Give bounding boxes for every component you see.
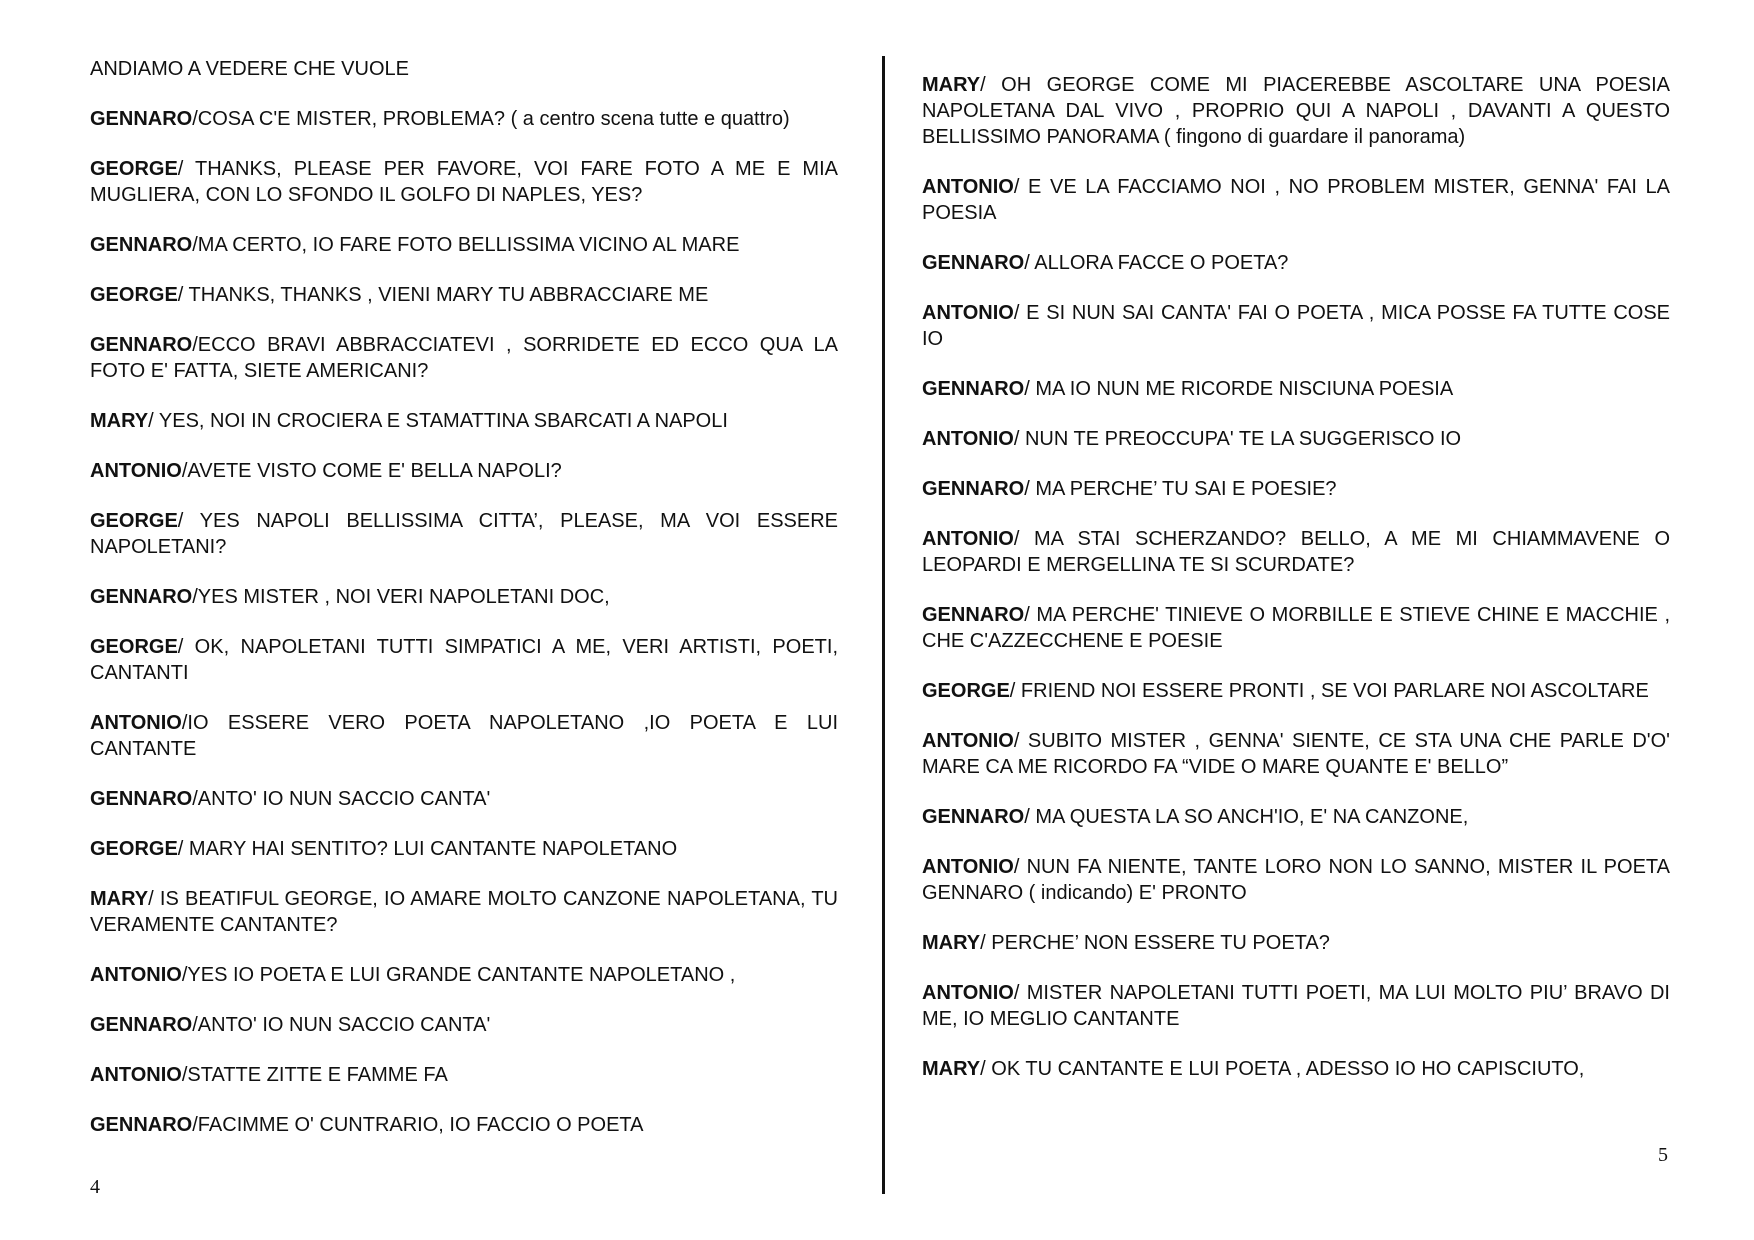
script-line: GENNARO/YES MISTER , NOI VERI NAPOLETANI DOC, xyxy=(90,586,610,608)
script-line: GENNARO/ANTO' IO NUN SACCIO CANTA' xyxy=(90,788,491,810)
speaker-name: GENNARO xyxy=(90,1014,193,1036)
script-line: MARY/ IS BEATIFUL GEORGE, IO AMARE MOLTO CANZONE NAPOLETANA, TU VERAMENTE CANTANTE? xyxy=(90,888,838,936)
speaker-name: GENNARO xyxy=(90,788,193,810)
speaker-name: GENNARO xyxy=(922,478,1025,500)
speaker-name: ANTONIO xyxy=(922,176,1014,198)
script-line: ANTONIO/ NUN TE PREOCCUPA' TE LA SUGGERISCO IO xyxy=(922,428,1462,450)
speaker-name: GENNARO xyxy=(922,806,1025,828)
speaker-name: GENNARO xyxy=(90,334,193,356)
speaker-name: GEORGE xyxy=(90,510,178,532)
speaker-name: MARY xyxy=(90,888,149,910)
right-page-text xyxy=(922,72,1670,1106)
script-line: GENNARO/ MA PERCHE' TINIEVE O MORBILLE E STIEVE CHINE E MACCHIE , CHE C'AZZECCHENE E POESIE xyxy=(922,604,1670,652)
script-line: ANDIAMO A VEDERE CHE VUOLE xyxy=(90,58,409,80)
script-line: GEORGE/ MARY HAI SENTITO? LUI CANTANTE NAPOLETANO xyxy=(90,838,678,860)
speaker-name: ANTONIO xyxy=(922,302,1014,324)
speaker-name: ANTONIO xyxy=(922,982,1014,1004)
speaker-name: GEORGE xyxy=(90,838,178,860)
script-line: ANTONIO/ E VE LA FACCIAMO NOI , NO PROBLEM MISTER, GENNA' FAI LA POESIA xyxy=(922,176,1670,224)
speaker-name: GENNARO xyxy=(90,586,193,608)
script-line: GENNARO/ECCO BRAVI ABBRACCIATEVI , SORRIDETE ED ECCO QUA LA FOTO E' FATTA, SIETE AMERICANI? xyxy=(90,334,838,382)
script-line: GENNARO/MA CERTO, IO FARE FOTO BELLISSIMA VICINO AL MARE xyxy=(90,234,740,256)
left-page-text xyxy=(90,56,838,1162)
script-line: GENNARO/ MA IO NUN ME RICORDE NISCIUNA POESIA xyxy=(922,378,1454,400)
page-number-left: 4 xyxy=(90,1176,100,1198)
speaker-name: GEORGE xyxy=(90,284,178,306)
script-line: ANTONIO/ E SI NUN SAI CANTA' FAI O POETA , MICA POSSE FA TUTTE COSE IO xyxy=(922,302,1670,350)
page-number-right: 5 xyxy=(1658,1144,1668,1166)
page-divider xyxy=(882,56,885,1194)
script-line: ANTONIO/IO ESSERE VERO POETA NAPOLETANO ,IO POETA E LUI CANTANTE xyxy=(90,712,838,760)
speaker-name: ANTONIO xyxy=(922,856,1014,878)
speaker-name: ANTONIO xyxy=(90,460,182,482)
script-line: ANTONIO/YES IO POETA E LUI GRANDE CANTANTE NAPOLETANO , xyxy=(90,964,736,986)
speaker-name: ANTONIO xyxy=(922,730,1014,752)
speaker-name: GENNARO xyxy=(922,604,1025,626)
speaker-name: GENNARO xyxy=(90,1114,193,1136)
speaker-name: GEORGE xyxy=(922,680,1010,702)
script-line: GEORGE/ OK, NAPOLETANI TUTTI SIMPATICI A ME, VERI ARTISTI, POETI, CANTANTI xyxy=(90,636,838,684)
script-line: GENNARO/ANTO' IO NUN SACCIO CANTA' xyxy=(90,1014,491,1036)
speaker-name: ANTONIO xyxy=(90,712,182,734)
speaker-name: MARY xyxy=(922,932,981,954)
script-line: ANTONIO/ MA STAI SCHERZANDO? BELLO, A ME MI CHIAMMAVENE O LEOPARDI E MERGELLINA TE SI SCURDATE? xyxy=(922,528,1670,576)
script-line: ANTONIO/AVETE VISTO COME E' BELLA NAPOLI? xyxy=(90,460,562,482)
script-line: GEORGE/ THANKS, THANKS , VIENI MARY TU ABBRACCIARE ME xyxy=(90,284,709,306)
speaker-name: MARY xyxy=(922,74,981,96)
script-line: GENNARO/ MA QUESTA LA SO ANCH'IO, E' NA CANZONE, xyxy=(922,806,1469,828)
speaker-name: MARY xyxy=(922,1058,981,1080)
speaker-name: MARY xyxy=(90,410,149,432)
script-line: ANTONIO/ NUN FA NIENTE, TANTE LORO NON LO SANNO, MISTER IL POETA GENNARO ( indicando) E' PRONTO xyxy=(922,856,1670,904)
script-line: MARY/ PERCHE’ NON ESSERE TU POETA? xyxy=(922,932,1330,954)
speaker-name: ANTONIO xyxy=(90,964,182,986)
script-line: GEORGE/ FRIEND NOI ESSERE PRONTI , SE VOI PARLARE NOI ASCOLTARE xyxy=(922,680,1649,702)
speaker-name: GENNARO xyxy=(90,234,193,256)
speaker-name: GENNARO xyxy=(90,108,193,130)
speaker-name: ANTONIO xyxy=(922,428,1014,450)
speaker-name: GEORGE xyxy=(90,636,178,658)
script-line: MARY/ YES, NOI IN CROCIERA E STAMATTINA SBARCATI A NAPOLI xyxy=(90,410,728,432)
script-line: MARY/ OK TU CANTANTE E LUI POETA , ADESSO IO HO CAPISCIUTO, xyxy=(922,1058,1585,1080)
script-line: GENNARO/COSA C'E MISTER, PROBLEMA? ( a centro scena tutte e quattro) xyxy=(90,108,790,130)
speaker-name: ANTONIO xyxy=(90,1064,182,1086)
script-line: GENNARO/ ALLORA FACCE O POETA? xyxy=(922,252,1289,274)
script-line: GENNARO/ MA PERCHE’ TU SAI E POESIE? xyxy=(922,478,1337,500)
script-line: GEORGE/ YES NAPOLI BELLISSIMA CITTA’, PLEASE, MA VOI ESSERE NAPOLETANI? xyxy=(90,510,838,558)
script-line: GEORGE/ THANKS, PLEASE PER FAVORE, VOI FARE FOTO A ME E MIA MUGLIERA, CON LO SFONDO IL GOLFO DI NAPLES, YES? xyxy=(90,158,838,206)
speaker-name: GEORGE xyxy=(90,158,178,180)
speaker-name: GENNARO xyxy=(922,378,1025,400)
script-line: ANTONIO/ SUBITO MISTER , GENNA' SIENTE, CE STA UNA CHE PARLE D'O' MARE CA ME RICORDO FA “VIDE O MARE QUANTE E' BELLO” xyxy=(922,730,1670,778)
script-line: ANTONIO/ MISTER NAPOLETANI TUTTI POETI, MA LUI MOLTO PIU’ BRAVO DI ME, IO MEGLIO CANTANTE xyxy=(922,982,1670,1030)
speaker-name: ANTONIO xyxy=(922,528,1014,550)
script-line: MARY/ OH GEORGE COME MI PIACEREBBE ASCOLTARE UNA POESIA NAPOLETANA DAL VIVO , PROPRIO QUI A NAPOLI , DAVANTI A QUESTO BELLISSIMO PANORAMA ( fingono di guardare il panorama) xyxy=(922,74,1670,148)
script-line: ANTONIO/STATTE ZITTE E FAMME FA xyxy=(90,1064,448,1086)
script-line: GENNARO/FACIMME O' CUNTRARIO, IO FACCIO O POETA xyxy=(90,1114,644,1136)
speaker-name: GENNARO xyxy=(922,252,1025,274)
